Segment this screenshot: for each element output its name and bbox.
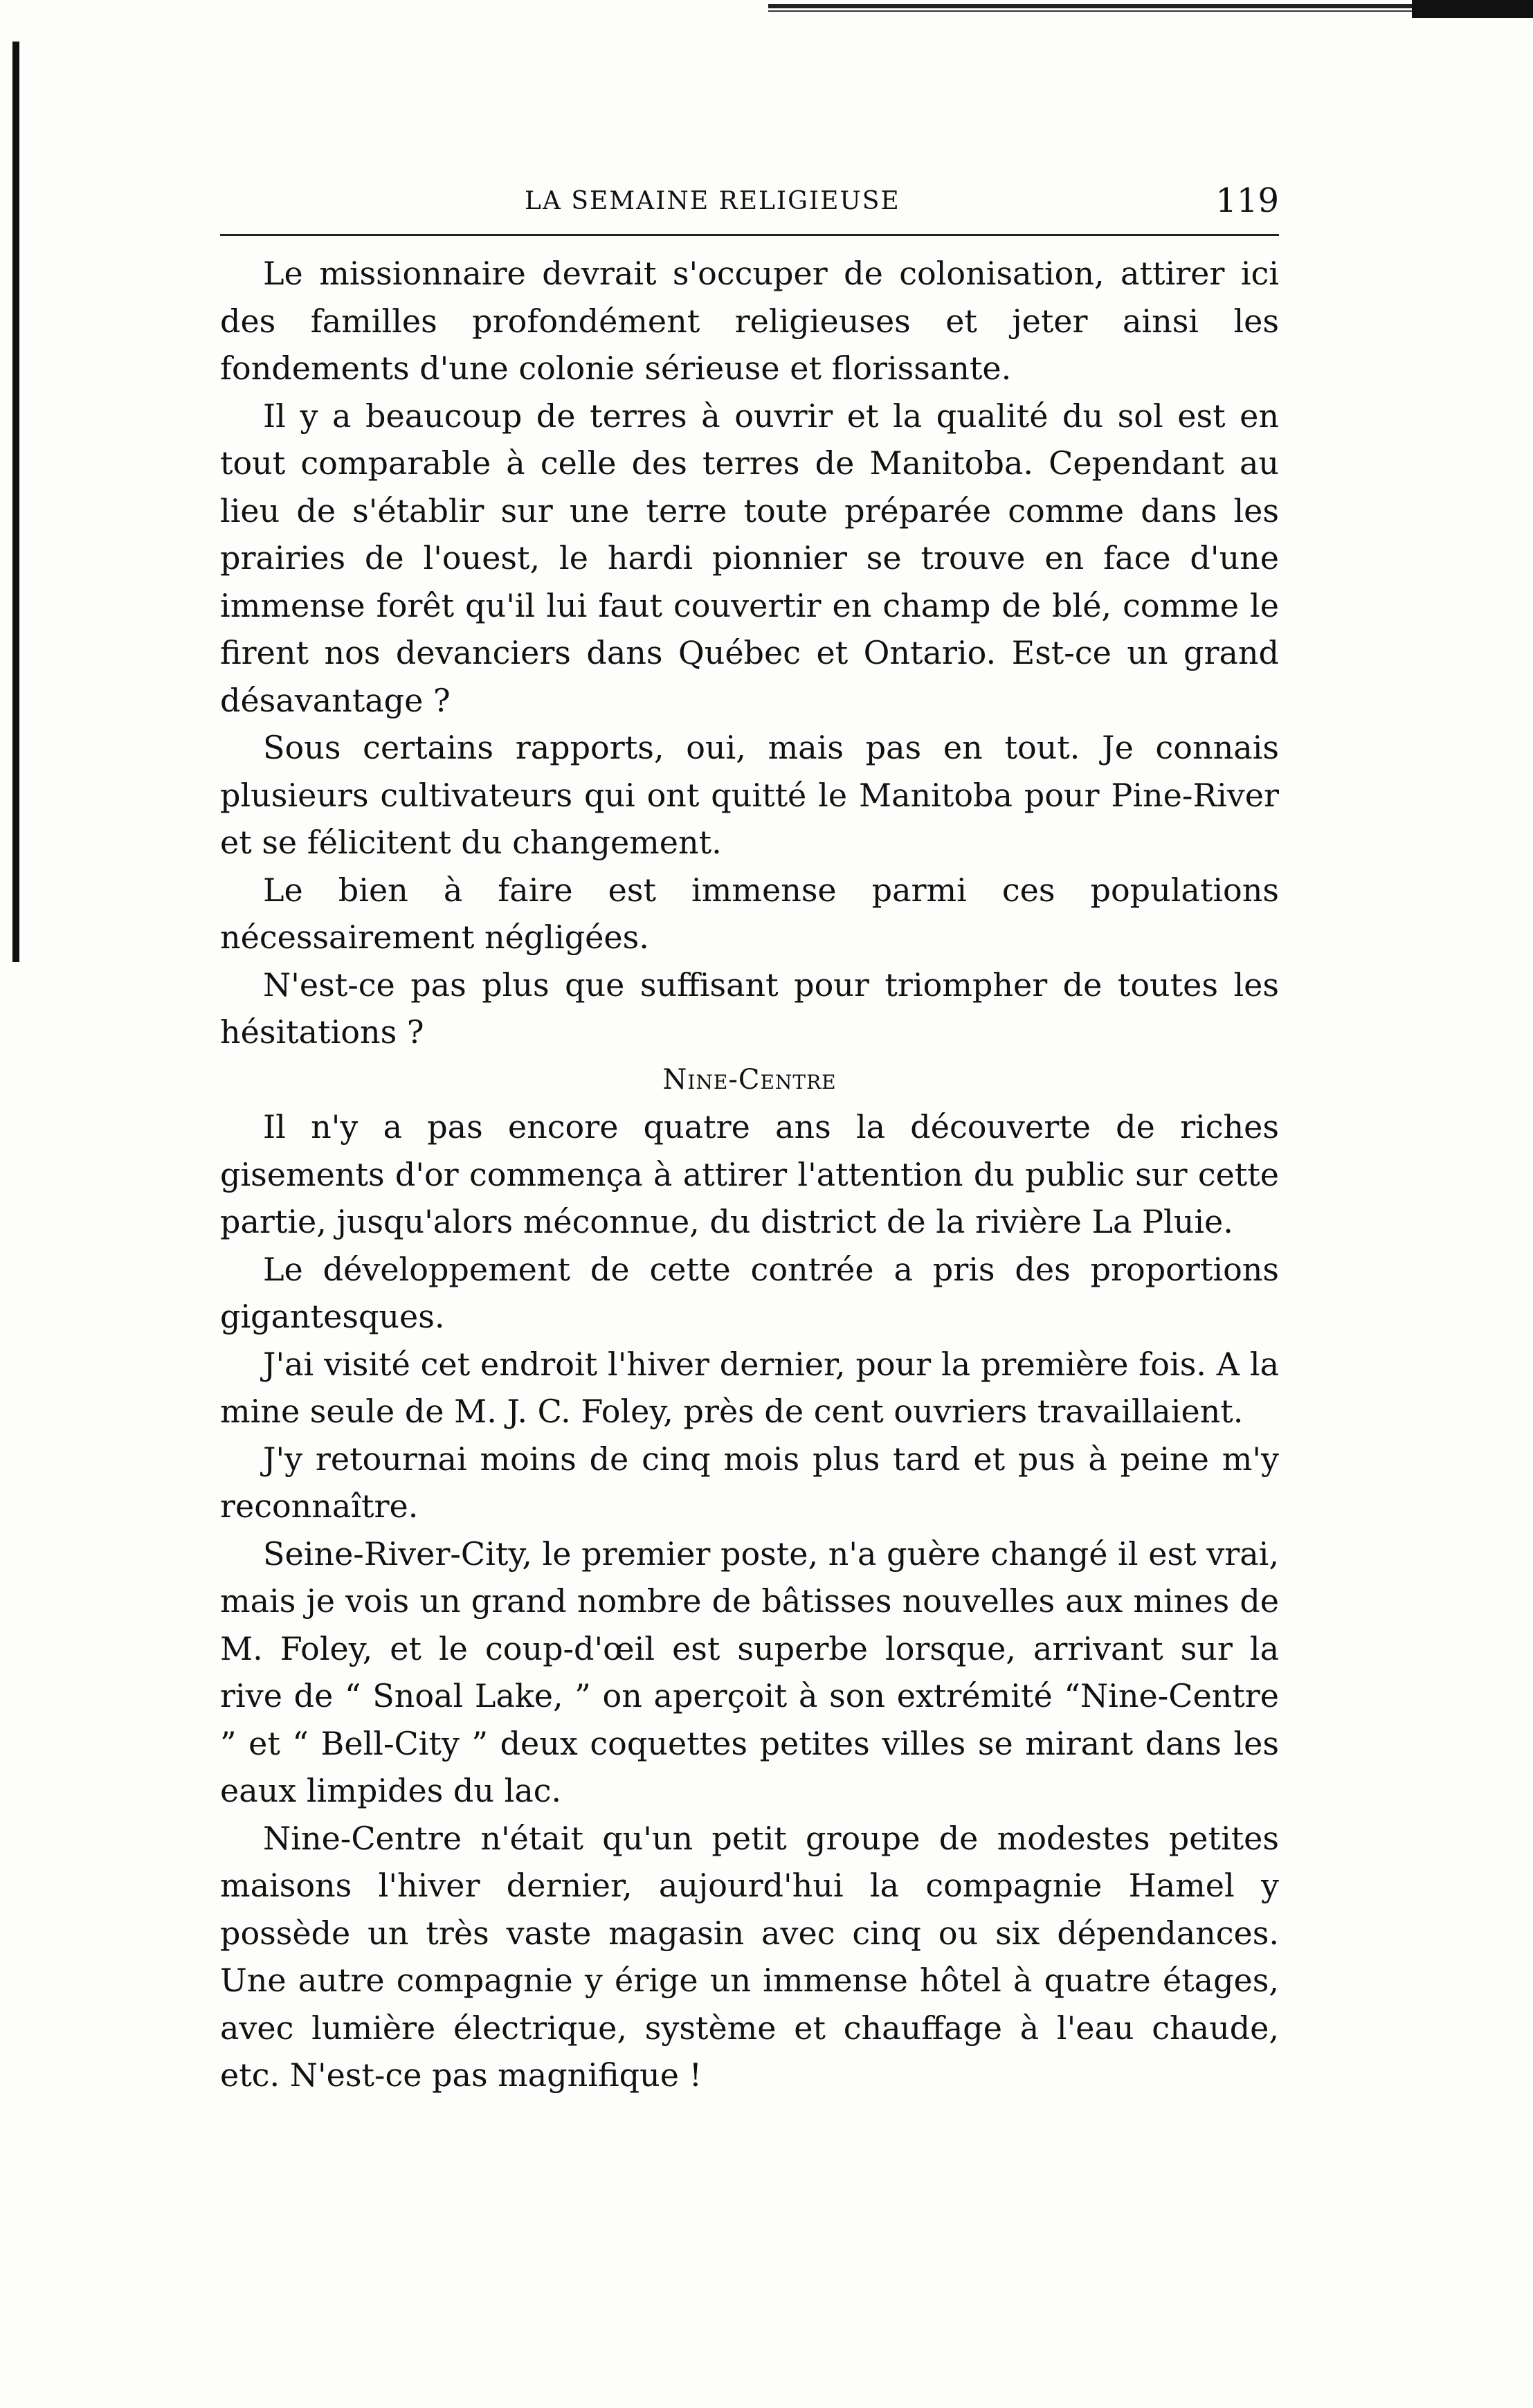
scan-edge-left bbox=[12, 42, 19, 962]
header-rule bbox=[220, 234, 1279, 236]
running-title: LA SEMAINE RELIGIEUSE bbox=[525, 187, 900, 215]
section-heading: Nine-Centre bbox=[662, 1063, 837, 1096]
paragraph: J'y retournai moins de cinq mois plus tard et pus à peine m'y reconnaître. bbox=[220, 1440, 1279, 1525]
paragraph: N'est-ce pas plus que suffisant pour triompher de toutes les hésitations ? bbox=[220, 966, 1279, 1051]
running-head bbox=[220, 173, 1279, 221]
paragraph: Sous certains rapports, oui, mais pas en tout. Je connais plusieurs cultivateurs qui ont quitté le Manitoba pour Pine-River et se félicitent du changement. bbox=[220, 729, 1279, 861]
paragraph: Il n'y a pas encore quatre ans la découverte de riches gisements d'or commença à attirer l'attention du public sur cette partie, jusqu'alors méconnue, du district de la rivière La Pluie. bbox=[220, 1108, 1279, 1240]
scan-edge-corner bbox=[1412, 0, 1533, 18]
paragraph: Le missionnaire devrait s'occuper de colonisation, attirer ici des familles profondément religieuses et jeter ainsi les fondements d'une colonie sérieuse et florissante. bbox=[220, 255, 1279, 387]
book-page bbox=[220, 173, 1279, 2099]
paragraph: Seine-River-City, le premier poste, n'a guère changé il est vrai, mais je vois un grand nombre de bâtisses nouvelles aux mines de M. Foley, et le coup-d'œil est superbe lorsque, arrivant sur la rive de “ Snoal Lake, ” on aperçoit à son extrémité “Nine-Centre ” et “ Bell-City ” deux coquettes petites villes se mirant dans les eaux limpides du lac. bbox=[220, 1535, 1279, 1809]
paragraph: Nine-Centre n'était qu'un petit groupe de modestes petites maisons l'hiver dernier, aujourd'hui la compagnie Hamel y possède un très vaste magasin avec cinq ou six dépendances. Une autre compagnie y érige un immense hôtel à quatre étages, avec lumière électrique, système et chauffage à l'eau chaude, etc. N'est-ce pas magnifique ! bbox=[220, 1819, 1279, 2094]
paragraph: Il y a beaucoup de terres à ouvrir et la qualité du sol est en tout comparable à celle des terres de Manitoba. Cependant au lieu de s'établir sur une terre toute préparée comme dans les prairies de l'ouest, le hardi pionnier se trouve en face d'une immense forêt qu'il lui faut couvertir en champ de blé, comme le firent nos devanciers dans Québec et Ontario. Est-ce un grand désavantage ? bbox=[220, 397, 1279, 719]
paragraph: Le développement de cette contrée a pris des proportions gigantesques. bbox=[220, 1250, 1279, 1335]
paragraph: Le bien à faire est immense parmi ces populations nécessairement négligées. bbox=[220, 871, 1279, 956]
paragraph: J'ai visité cet endroit l'hiver dernier, pour la première fois. A la mine seule de M. J. C. Foley, près de cent ouvriers travaillaient. bbox=[220, 1345, 1279, 1430]
page-number: 119 bbox=[1215, 181, 1279, 220]
